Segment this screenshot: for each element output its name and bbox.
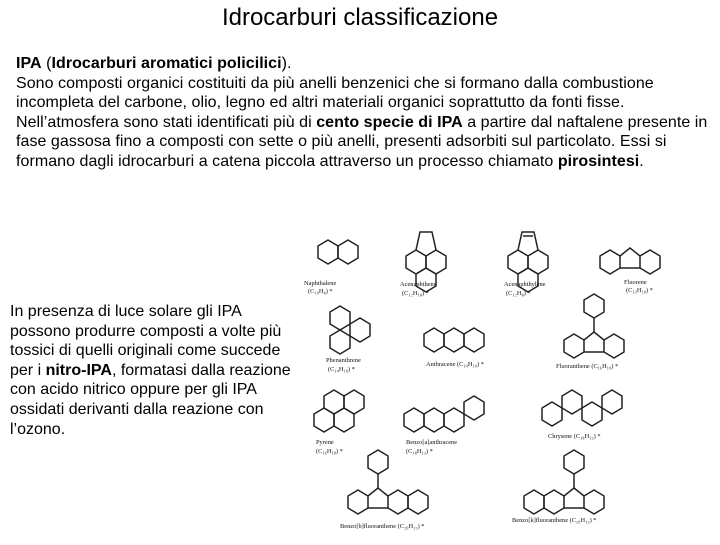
naphthalene-name: Naphthalene [304,280,337,287]
acenaphthylene-name: Acenaphthylene [504,281,546,288]
acenaphthylene-formula: (C₁₂H₈) * [506,290,531,297]
phenanthrene-structure [330,306,370,354]
anthracene-structure [424,328,484,352]
side-highlight-nitro-ipa: nitro-IPA [45,361,112,379]
paren-open: ( [41,55,52,72]
acenaphthene-formula: (C₁₂H₁₀) * [402,290,429,297]
fluorene-formula: (C₁₃H₁₀) * [626,287,653,294]
p3-text-a: Nell’atmosfera sono stati identificati più di [16,113,317,131]
fluorene-structure [600,248,660,274]
anthracene-label: Anthracene (C₁₄H₁₀) * [426,361,484,368]
pyrene-name: Pyrene [316,439,334,446]
fluoranthene-structure [564,294,624,358]
p3-highlight-pirosintesi: pirosintesi [557,152,640,170]
p3-text-e: . [639,152,644,170]
side-text-a: In presenza di luce solare gli IPA possono produrre composti a volte più tossici di quelli originali come succede per i [10,303,282,379]
ipa-abbr: IPA [16,55,42,72]
chrysene-label: Chrysene (C₁₈H₁₂) * [548,433,601,440]
page-title: Idrocarburi classificazione [221,4,499,31]
benzokfluoranthene-label: Benzo[k]fluoranthene (C₂₀H₁₂) * [512,517,597,524]
pyrene-structure [314,390,364,432]
p3-highlight-species: cento specie di IPA [316,113,463,131]
benzobfluoranthene-structure [348,450,428,514]
pyrene-formula: (C₁₆H₁₀) * [316,448,343,455]
pah-structures-figure [290,222,720,540]
side-text [10,302,300,439]
naphthalene-formula: (C₁₀H₈) * [308,288,333,295]
naphthalene-structure [318,240,358,264]
paren-close: ). [281,55,292,72]
benzanthracene-name: Benzo[a]anthracene [406,439,458,446]
benzanthracene-structure [404,396,484,432]
acenaphthene-name: Acenaphthene [400,281,437,288]
intro-paragraph-2: Sono composti organici costituiti da più anelli benzenici che si formano dalla combustione incompleta del carbone, olio, legno ed altri materiali organici soprattutto da fonti fisse. [16,74,654,112]
phenanthrene-formula: (C₁₄H₁₀) * [328,366,355,373]
intro-text [16,54,716,172]
side-text-c: , formatasi dalla reazione con acido nitrico oppure per gli IPA ossidati derivanti dalla reazione con l’ozono. [10,361,291,438]
ipa-full-name: Idrocarburi aromatici policilici [51,55,282,72]
p3-text-c: a partire dal naftalene presente in fase gassosa fino a composti con sette o più anelli, presenti adsorbiti sul particolato. Essi si formano dagli idrocarburi a catena piccola attraverso un processo chiamato [16,113,708,170]
chrysene-structure [542,390,622,426]
fluoranthene-label: Fluoranthene (C₁₆H₁₀) * [556,363,619,370]
fluorene-name: Fluorene [624,279,647,286]
intro-paragraph-1 [16,54,716,74]
benzobfluoranthene-label: Benzo[b]fluoranthene (C₂₀H₁₂) * [340,523,425,530]
intro-paragraph-3 [16,113,716,172]
benzanthracene-formula: (C₁₈H₁₂) * [406,448,433,455]
benzokfluoranthene-structure [524,450,604,514]
pah-structures-svg [290,222,720,540]
phenanthrene-name: Phenanthrene [326,357,361,364]
